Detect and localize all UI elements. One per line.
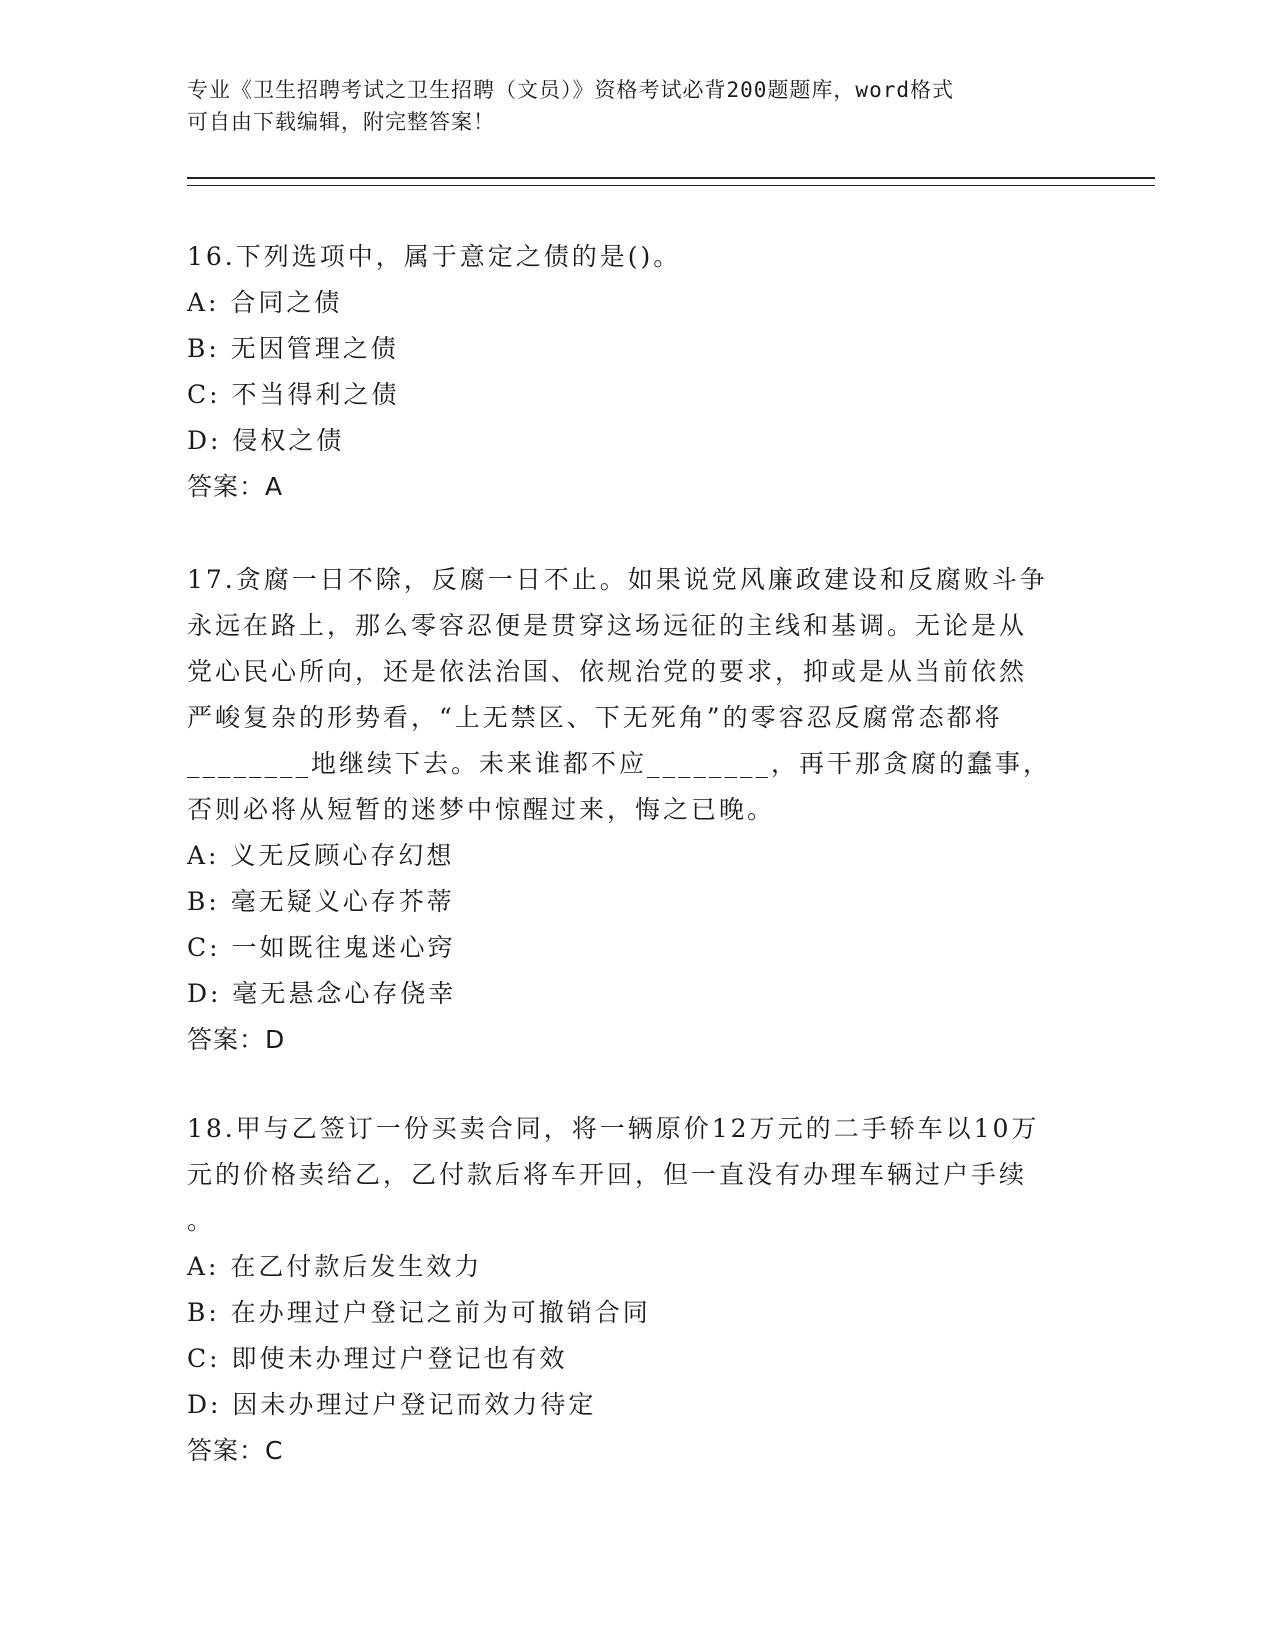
option-a: A: 在乙付款后发生效力 (187, 1252, 483, 1281)
document-header (187, 74, 1067, 138)
option-d: D: 侵权之债 (187, 426, 345, 455)
stem-line: 永远在路上，那么零容忍便是贯穿这场远征的主线和基调。无论是从 (187, 611, 1028, 640)
option-a: A: 合同之债 (187, 288, 343, 317)
header-line-1: 专业《卫生招聘考试之卫生招聘（文员）》资格考试必背200题题库，word格式 (187, 78, 954, 102)
header-divider (187, 177, 1155, 186)
answer-line: 答案：C (187, 1436, 284, 1465)
option-c: C: 一如既往鬼迷心窍 (187, 933, 456, 962)
question-stem (187, 557, 1087, 833)
stem-line: ________地继续下去。未来谁都不应________，再干那贪腐的蠢事， (187, 749, 1052, 778)
option-c: C: 不当得利之债 (187, 380, 400, 409)
stem-line: 严峻复杂的形势看，“上无禁区、下无死角”的零容忍反腐常态都将 (187, 703, 1003, 732)
question-stem (187, 234, 1087, 280)
option-b: B: 在办理过户登记之前为可撤销合同 (187, 1298, 651, 1327)
stem-line: 17.贪腐一日不除，反腐一日不止。如果说党风廉政建设和反腐败斗争 (187, 565, 1048, 594)
stem-line: 元的价格卖给乙，乙付款后将车开回，但一直没有办理车辆过户手续 (187, 1160, 1028, 1189)
option-c: C: 即使未办理过户登记也有效 (187, 1344, 568, 1373)
option-d: D: 毫无悬念心存侥幸 (187, 979, 457, 1008)
option-b: B: 无因管理之债 (187, 334, 399, 363)
stem-line: 16.下列选项中，属于意定之债的是()。 (187, 242, 682, 271)
stem-line: 否则必将从短暂的迷梦中惊醒过来，悔之已晚。 (187, 795, 776, 824)
answer-line: 答案：D (187, 1025, 286, 1054)
question-18 (187, 1106, 1087, 1474)
question-17 (187, 557, 1087, 1063)
question-16 (187, 234, 1087, 510)
answer-line: 答案：A (187, 472, 284, 501)
stem-line: 。 (187, 1206, 216, 1235)
question-stem (187, 1106, 1087, 1244)
header-line-2: 可自由下载编辑，附完整答案！ (187, 110, 495, 134)
option-d: D: 因未办理过户登记而效力待定 (187, 1390, 597, 1419)
stem-line: 党心民心所向，还是依法治国、依规治党的要求，抑或是从当前依然 (187, 657, 1028, 686)
stem-line: 18.甲与乙签订一份买卖合同，将一辆原价12万元的二手轿车以10万 (187, 1114, 1040, 1143)
option-b: B: 毫无疑义心存芥蒂 (187, 887, 455, 916)
option-a: A: 义无反顾心存幻想 (187, 841, 455, 870)
